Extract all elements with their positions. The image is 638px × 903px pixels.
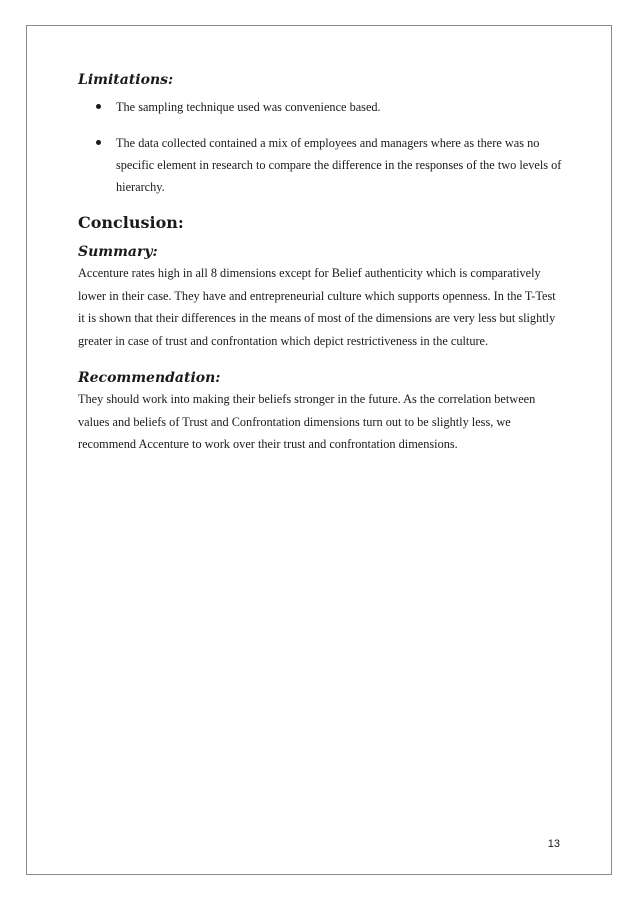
recommendation-paragraph: They should work into making their beliefs stronger in the future. As the correlation between values and beliefs of Trust and Confrontation dimensions turn out to be slightly less, we recommend Accenture to work over their trust and confrontation dimensions.: [78, 392, 536, 451]
document-body: [78, 70, 564, 456]
summary-heading: Summary:: [78, 244, 158, 260]
conclusion-heading: Conclusion:: [78, 213, 184, 232]
list-item: [78, 96, 564, 118]
bullet-icon: [96, 140, 101, 145]
summary-paragraph: Accenture rates high in all 8 dimensions except for Belief authenticity which is comparatively lower in their case. They have and entrepreneurial culture which supports openness. In the T-Test it is shown that their differences in the means of most of the dimensions are very less but slightly greater in case of trust and confrontation which depict restrictiveness in the culture.: [78, 266, 556, 348]
page-number: 13: [547, 838, 560, 850]
list-item: [78, 132, 564, 198]
limitations-heading: Limitations:: [78, 72, 174, 88]
bullet-icon: [96, 104, 101, 109]
recommendation-heading: Recommendation:: [78, 370, 221, 386]
limitations-list: [78, 96, 564, 198]
list-item-text: The sampling technique used was convenience based.: [116, 100, 381, 114]
list-item-text: The data collected contained a mix of employees and managers where as there was no specific element in research to compare the difference in the responses of the two levels of hierarchy.: [116, 136, 562, 194]
